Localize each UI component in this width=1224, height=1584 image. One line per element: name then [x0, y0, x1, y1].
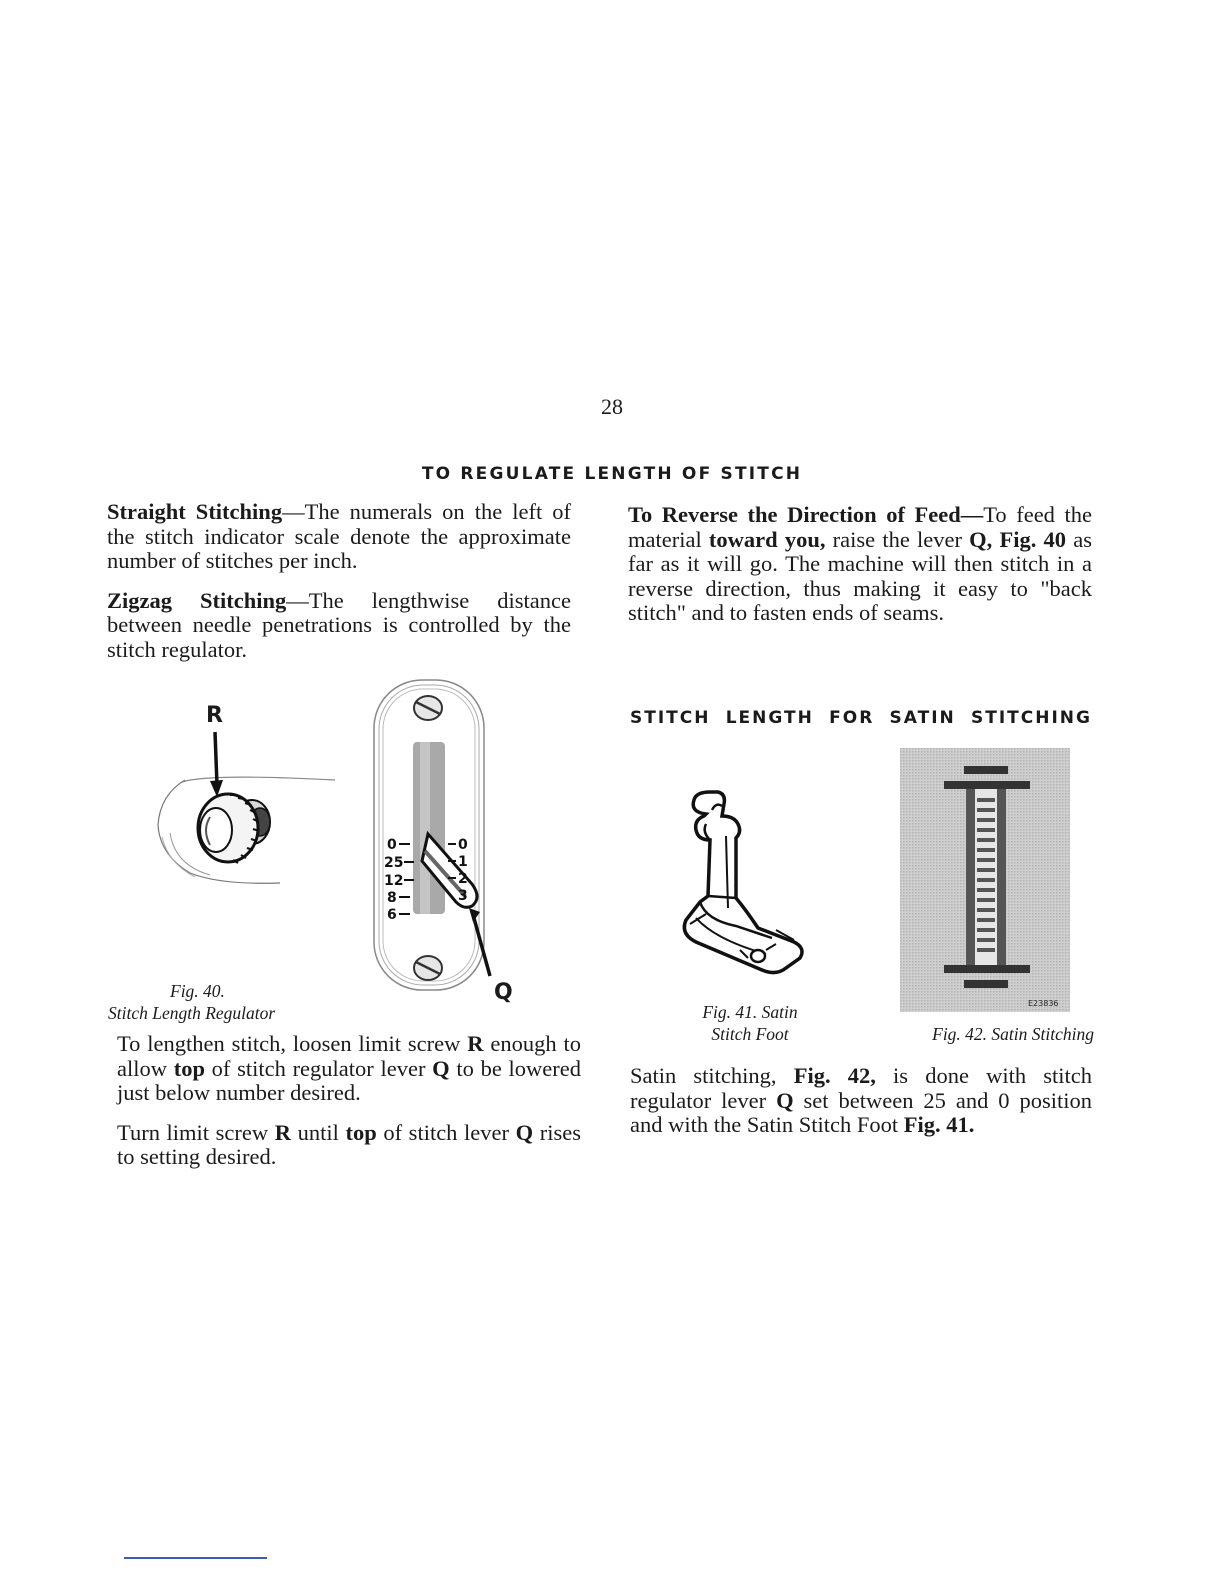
satin-stitch-foot-illustration [676, 790, 811, 985]
satin-bold-1: Fig. 42, [793, 1063, 876, 1088]
reverse-feed-text-1: To feed the material [628, 502, 1092, 552]
stitch-regulator-illustration [370, 676, 500, 1006]
scale-right-0: 0 [458, 837, 468, 853]
satin-text-3: set between 25 and 0 position and with the Satin Stitch Foot [630, 1087, 1092, 1137]
footer-rule [124, 1557, 267, 1559]
satin-bold-2: Q [776, 1087, 794, 1113]
lengthen-bold-3: Q [432, 1055, 450, 1081]
straight-stitching-paragraph [107, 500, 571, 574]
reverse-feed-bold-1: toward you, [708, 526, 826, 552]
satin-stitching-paragraph [630, 1064, 1092, 1138]
scale-left-8: 8 [387, 890, 397, 906]
figure-40-caption [108, 980, 348, 1024]
satin-text-1: Satin stitching, [630, 1063, 794, 1088]
figure-41-caption-line-2: Stitch Foot [711, 1024, 789, 1044]
limit-screw-illustration [150, 725, 340, 895]
satin-stitching-illustration [900, 748, 1070, 1012]
lengthen-text-2: enough to allow [117, 1031, 581, 1081]
turn-limit-screw-paragraph [117, 1121, 581, 1170]
zigzag-stitching-lead: Zigzag Stitching [107, 587, 287, 613]
zigzag-stitching-text: —The lengthwise distance between needle penetrations is controlled by the stitch regulator. [107, 587, 571, 662]
turn-bold-3: Q [515, 1119, 534, 1145]
figure-40-number: Fig. 40. [170, 981, 225, 1001]
figure-42-caption: Fig. 42. Satin Stitching [932, 1024, 1094, 1044]
satin-stitching-heading: STITCH LENGTH FOR SATIN STITCHING [630, 708, 1092, 728]
lower-right-column [630, 1064, 1092, 1138]
lower-left-column [117, 1032, 581, 1170]
figure-42-code: E23836 [1028, 999, 1059, 1008]
satin-bold-3: Fig. 41. [903, 1112, 975, 1137]
lengthen-stitch-paragraph [117, 1032, 581, 1106]
straight-stitching-lead: Straight Stitching [107, 499, 283, 524]
turn-text-3: of stitch lever [376, 1119, 516, 1145]
reverse-feed-bold-2: Q, Fig. 40 [969, 526, 1067, 552]
reverse-feed-paragraph [628, 503, 1092, 626]
scale-right-1: 1 [458, 854, 468, 870]
reverse-feed-lead: To Reverse the Direction of Feed— [628, 502, 984, 527]
turn-text-1: Turn limit screw [117, 1119, 275, 1145]
lengthen-text-1: To lengthen stitch, loosen limit screw [117, 1031, 468, 1056]
figure-40-title: Stitch Length Regulator [108, 1003, 276, 1023]
reverse-feed-text-2: raise the lever [825, 526, 970, 552]
turn-bold-1: R [274, 1119, 291, 1145]
turn-text-2: until [291, 1119, 346, 1145]
right-column [628, 503, 1092, 626]
reverse-feed-text-3: as far as it will go. The machine will then stitch in a reverse direction, thus making it easy to "back stitch" and to fasten ends of seams. [628, 526, 1092, 625]
scale-left-6: 6 [387, 907, 397, 923]
label-r: R [206, 703, 223, 728]
page-number: 28 [601, 394, 623, 419]
lengthen-text-3: of stitch regulator lever [204, 1055, 433, 1081]
scale-right-3: 3 [458, 888, 468, 904]
zigzag-stitching-paragraph [107, 589, 571, 663]
figure-41-caption [680, 1001, 820, 1045]
straight-stitching-text: —The numerals on the left of the stitch indicator scale denote the approximate number of stitches per inch. [107, 499, 572, 573]
turn-bold-2: top [345, 1119, 377, 1145]
scale-left-25: 25 [384, 855, 404, 871]
scale-right-2: 2 [458, 871, 468, 887]
scale-left-12: 12 [384, 873, 404, 889]
section-heading: TO REGULATE LENGTH OF STITCH [421, 464, 803, 484]
lengthen-bold-1: R [467, 1031, 484, 1056]
left-column [107, 500, 571, 662]
scale-left-0: 0 [387, 837, 397, 853]
satin-text-2: is done with stitch regulator lever [630, 1063, 1092, 1113]
lengthen-bold-2: top [173, 1055, 205, 1081]
figure-41-caption-line-1: Fig. 41. Satin [702, 1002, 798, 1022]
label-q: Q [494, 980, 513, 1005]
lengthen-text-4: to be lowered just below number desired. [117, 1055, 581, 1105]
turn-text-4: rises to setting desired. [117, 1119, 581, 1169]
